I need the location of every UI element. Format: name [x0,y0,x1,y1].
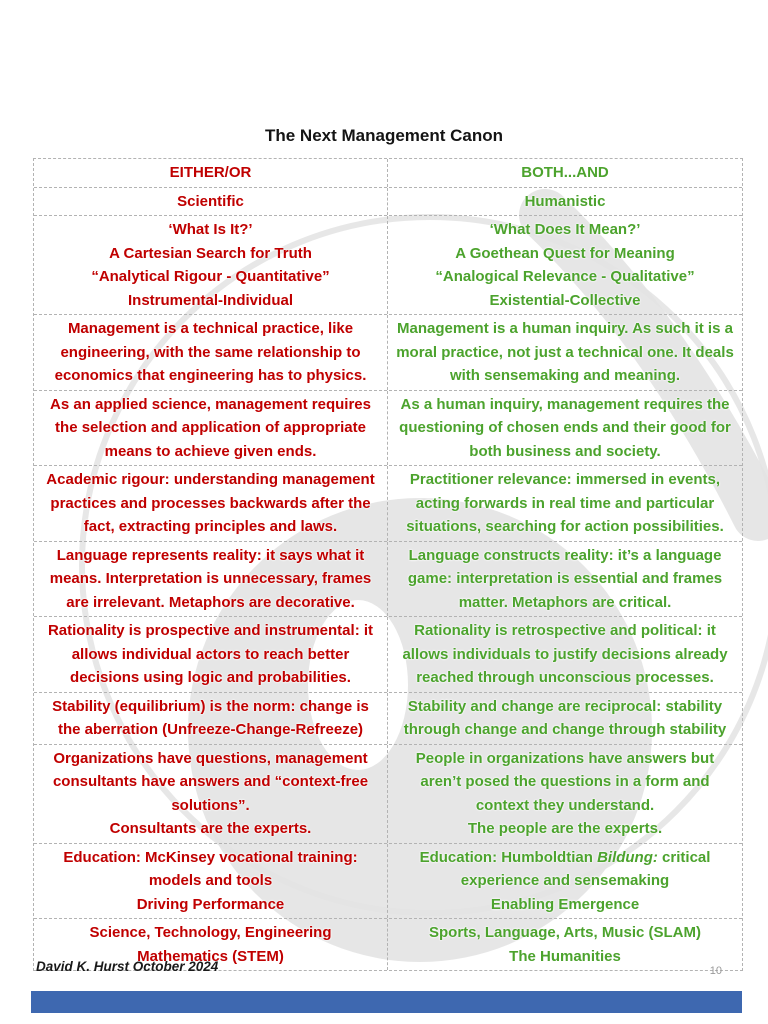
cell-line: Stability and change are reciprocal: stability through change and change through stability [403,697,727,738]
cell-line: Consultants are the experts. [109,820,312,837]
table-cell-left-0 [34,159,388,187]
cell-line: Instrumental-Individual [127,291,293,309]
table-cell-left-3 [34,315,388,390]
table-cell-right-7 [388,617,742,692]
cell-line: BOTH...AND [521,164,609,181]
table-row [34,465,742,541]
table-cell-left-8 [34,693,388,744]
cell-line: Language represents reality: it says what it means. Interpretation is unnecessary, frames are irrelevant. Metaphors are decorative. [49,546,372,611]
table-cell-right-0 [388,159,742,187]
cell-line: Stability (equilibrium) is the norm: change is the aberration (Unfreeze-Change-Refreeze) [52,697,369,738]
cell-line: Language constructs reality: it’s a language game: interpretation is essential and frames matter. Metaphors are critical. [407,546,723,611]
table-cell-left-4 [34,391,388,466]
table-row [34,692,742,744]
table-row [34,390,742,466]
table-row [34,159,742,187]
table-cell-left-6 [34,542,388,617]
cell-line: Rationality is prospective and instrumental: it allows individual actors to reach better decisions using logic and probabilities. [47,622,374,686]
cell-line: As an applied science, management requires the selection and application of appropriate means to achieve given ends. [50,395,371,460]
cell-line: Humanistic [524,192,606,210]
table-cell-right-3 [388,315,742,390]
plain-text: Education: Humboldtian [419,848,598,866]
plain-text: critical experience and sensemaking [460,848,711,889]
table-row [34,744,742,843]
cell-line: “Analogical Relevance - Qualitative” [435,268,695,285]
cell-line: Management is a human inquiry. As such it is a moral practice, not just a technical one. It deals with sensemaking and meaning. [396,320,734,384]
cell-line: The Humanities [509,947,621,965]
table-row [34,215,742,314]
cell-line: Rationality is retrospective and political: it allows individuals to justify decisions already reached through unconscious processes. [402,622,728,686]
table-row [34,314,742,390]
cell-line: A Goethean Quest for Meaning [455,244,675,262]
table-cell-right-5 [388,466,742,541]
cell-line: Science, Technology, Engineering Mathematics (STEM) [89,924,332,965]
table-cell-right-8 [388,693,742,744]
cell-line: Enabling Emergence [490,895,640,913]
cell-line: People in organizations have answers but aren’t posed the questions in a form and context they understand. [415,749,715,814]
cell-line: Academic rigour: understanding management practices and processes backwards after the fact, extracting principles and laws. [46,471,375,535]
table-cell-right-11 [388,919,742,970]
next-page-edge-bar [31,991,742,1013]
table-cell-left-7 [34,617,388,692]
table-cell-left-1 [34,188,388,216]
cell-line: A Cartesian Search for Truth [109,244,312,262]
table-cell-left-10 [34,844,388,919]
table-cell-right-10 [388,844,742,919]
table-row [34,541,742,617]
cell-line: ‘What Does It Mean?’ [489,221,641,238]
italic-text: Bildung: [597,848,658,866]
author-credit: David K. Hurst October 2024 [36,959,219,974]
table-cell-right-1 [388,188,742,216]
cell-line: The people are the experts. [467,820,663,837]
table-cell-left-5 [34,466,388,541]
cell-line: ‘What Is It?’ [168,221,253,238]
cell-line: As a human inquiry, management requires the questioning of chosen ends and their good for both business and society. [399,395,731,460]
cell-line: “Analytical Rigour - Quantitative” [91,268,330,285]
cell-line: Practitioner relevance: immersed in events, acting forwards in real time and particular situations, searching for action possibilities. [406,471,724,535]
table-cell-right-4 [388,391,742,466]
page-title: The Next Management Canon [264,126,504,145]
table-cell-left-2 [34,216,388,314]
table-cell-right-2 [388,216,742,314]
page-number: 10 [709,965,722,977]
cell-line: Education: McKinsey vocational training: models and tools [63,848,358,889]
cell-line: Driving Performance [136,895,285,913]
table-cell-left-9 [34,745,388,843]
table-cell-right-6 [388,542,742,617]
table-row [34,187,742,216]
table-row [34,616,742,692]
cell-line: Sports, Language, Arts, Music (SLAM) [429,924,701,941]
cell-line: Management is a technical practice, like engineering, with the same relationship to economics that engineering has to physics. [54,320,367,384]
table-row [34,843,742,919]
cell-line [396,846,734,893]
cell-line: EITHER/OR [169,164,252,181]
cell-line: Organizations have questions, management consultants have answers and “context-free solutions”. [52,749,369,814]
cell-line: Existential-Collective [489,291,641,309]
cell-line: Scientific [177,192,244,210]
comparison-table [33,158,743,971]
table-cell-right-9 [388,745,742,843]
